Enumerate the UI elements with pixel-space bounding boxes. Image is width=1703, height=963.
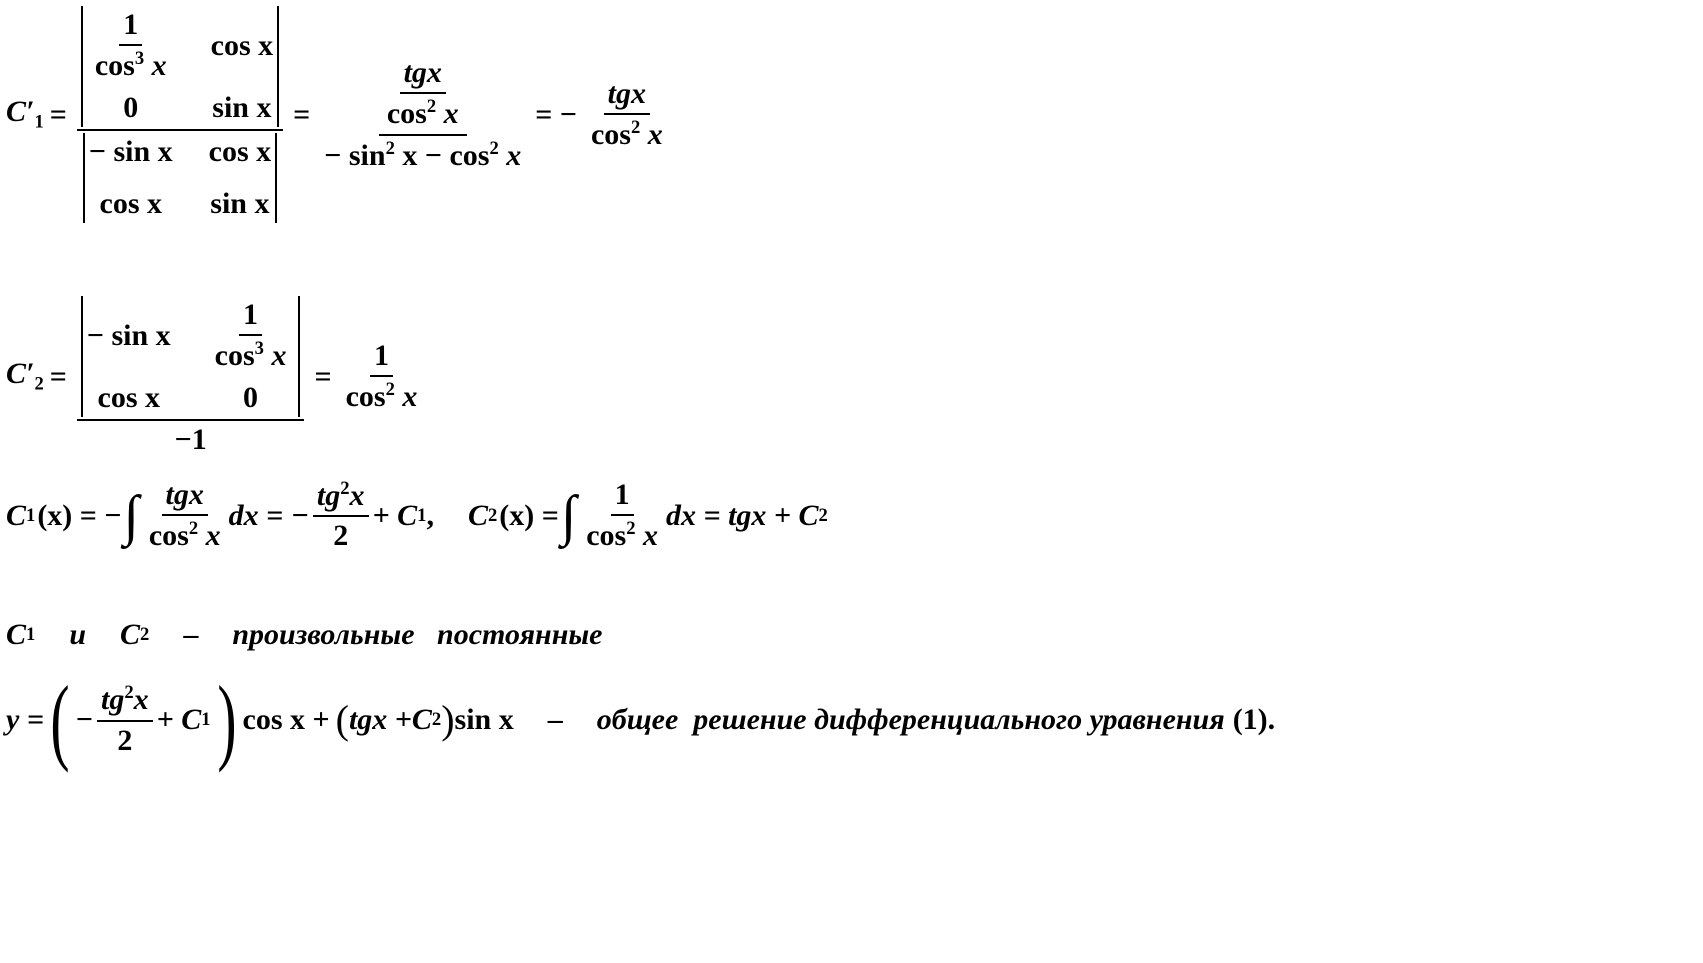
result-fraction: $\frac{1}{\cos^2 x}$ [345,339,418,414]
left-paren: ( [50,666,70,773]
det-cell: 0 [243,381,259,415]
equation-integrals: C 1 (x) = − ∫ $\frac{\text{tgx}}{\cos^2 x}$ dx = − $\frac{tg^2x}{2}$ + C 1 , C 2 (x) = ∫ $\frac{1}{\cos^2 x}$ dx = tgx + C 2 [6,478,828,553]
det-cell: − sin x [86,318,171,352]
det-cell-frac: $\frac{1}{\cos^3 x}$ [94,8,167,83]
equation-c1-prime: $C'_1$ = $\frac{1}{\cos^3 x}$ cos x 0 sin x − sin x cos x cos x sin x = $\frac{\frac{\text{tgx}}{\cos^2 x}}{- \sin^2 x - \cos^2 x}$ = − $\frac{\text{tgx}}{\cos^2 x}$ [6,6,671,223]
det-cell: sin x [210,187,270,221]
result-fraction-1: $\frac{tg^2x}{2}$ [313,478,369,553]
integrand-fraction-1: $\frac{\text{tgx}}{\cos^2 x}$ [148,478,221,553]
tg2-fraction: $\frac{tg^2x}{2}$ [97,682,153,757]
result-sign: = − [535,97,577,131]
numerator-determinant [81,6,279,127]
determinant-fraction: − sin x $\frac{1}{\cos^3 x}$ cos x 0 −1 [77,296,305,457]
integral-sign: ∫ [123,484,139,547]
denominator-determinant [83,133,277,223]
constants-note: C 1 и C 2 – произвольные постоянные [6,618,603,651]
det-cell: cos x [210,28,274,62]
det-cell: 0 [123,91,139,125]
equals-sign: = [49,359,67,393]
right-paren: ) [216,666,237,773]
det-cell: cos x [99,187,162,221]
integrand-fraction-2: $\frac{1}{\cos^2 x}$ [586,478,658,553]
integral-sign: ∫ [560,484,577,547]
c1-prime-symbol: $C'_1$ [6,95,44,133]
result-fraction: $\frac{\text{tgx}}{\cos^2 x}$ [590,77,663,152]
middle-fraction: $\frac{\frac{\text{tgx}}{\cos^2 x}}{- \sin^2 x - \cos^2 x}$ [324,56,522,172]
det-cell: cos x [208,135,272,169]
det-cell: − sin x [88,135,173,169]
determinant-fraction [77,6,283,223]
det-cell: sin x [212,91,272,125]
equals-sign: = [49,97,67,131]
numerator-determinant [81,296,301,417]
general-solution: y = ( − $\frac{tg^2x}{2}$ + C 1 ) cos x + ( tgx +C 2 ) sin x – общее решение дифференциального уравнения (1). [6,666,1276,773]
c2-prime-symbol: $C'_2$ [6,357,44,395]
det-cell-frac: $\frac{1}{\cos^3 x}$ [214,298,287,373]
equation-c2-prime: $C'_2$ = − sin x $\frac{1}{\cos^3 x}$ cos x 0 −1 = $\frac{1}{\cos^2 x}$ [6,296,425,457]
det-cell: cos x [97,381,160,415]
